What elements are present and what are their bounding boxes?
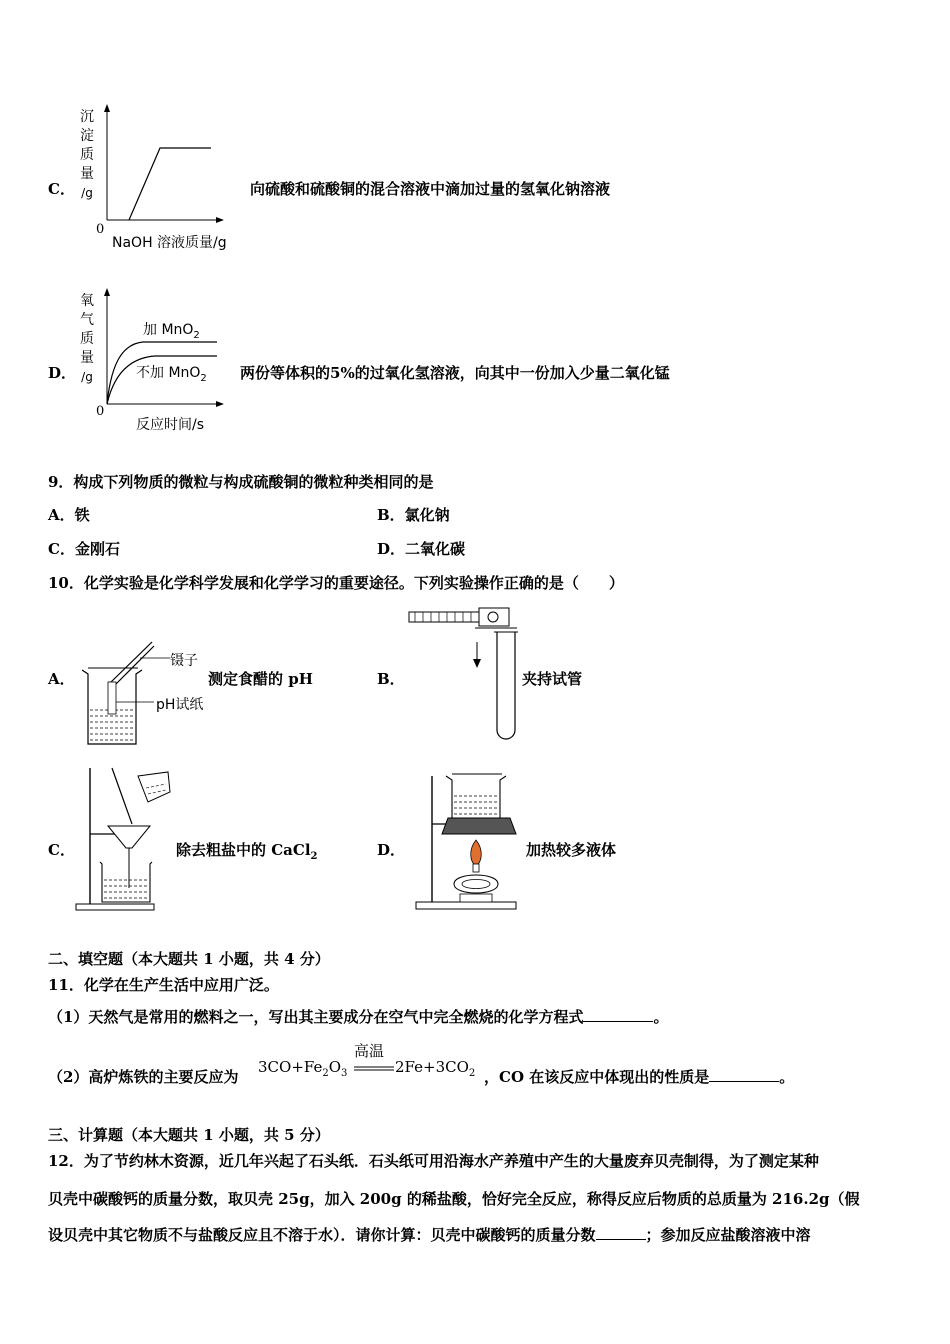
q9-option-d: D．二氧化碳 — [377, 540, 466, 558]
q9-option-b: B．氯化钠 — [377, 506, 450, 524]
q11-part2-suffix: ，CO 在该反应中体现出的性质是 。 — [484, 1068, 795, 1086]
chart-c-xaxis: NaOH 溶液质量/g — [112, 235, 227, 251]
label-tweezers: 镊子 — [170, 653, 198, 669]
q10-a-label: A． — [48, 670, 75, 688]
chart-c-graph — [95, 100, 235, 230]
q12-line3: 设贝壳中其它物质不与盐酸反应且不溶于水）．请你计算：贝壳中碳酸钙的质量分数 ；参加反应盐酸溶液中溶 — [48, 1226, 811, 1244]
q9-stem: 9．构成下列物质的微粒与构成硫酸铜的微粒种类相同的是 — [48, 473, 434, 491]
q10-stem: 10．化学实验是化学科学发展和化学学习的重要途径。下列实验操作正确的是（ ） — [48, 574, 624, 592]
option-c-text: 向硫酸和硫酸铜的混合溶液中滴加过量的氢氧化钠溶液 — [250, 180, 611, 198]
section2-title: 二、填空题（本大题共 1 小题，共 4 分） — [48, 950, 330, 968]
label-ph-paper: pH试纸 — [156, 697, 204, 713]
option-d-label: D． — [48, 364, 77, 382]
filtration-illustration — [72, 764, 182, 914]
chart-d-curve1: 加 MnO$_2$ — [143, 322, 200, 341]
q12-line1: 12．为了节约林木资源，近几年兴起了石头纸．石头纸可用沿海水产养殖中产生的大量废弃贝壳制得，为了测定某种 — [48, 1152, 819, 1170]
option-d-text: 两份等体积的5%的过氧化氢溶液，向其中一份加入少量二氧化锰 — [240, 364, 670, 382]
heating-illustration — [412, 772, 522, 912]
chart-d-curve2: 不加 MnO$_2$ — [136, 365, 207, 384]
q10-a-text: 测定食醋的 pH — [208, 670, 313, 688]
q10-c-label: C． — [48, 841, 75, 859]
chart-c-origin: 0 — [96, 222, 105, 237]
q11-part1: （1）天然气是常用的燃料之一，写出其主要成分在空气中完全燃烧的化学方程式 。 — [48, 1008, 669, 1026]
q10-d-text: 加热较多液体 — [526, 841, 617, 859]
q9-option-c: C．金刚石 — [48, 540, 120, 558]
q10-c-text: 除去粗盐中的 CaCl$_2$ — [176, 841, 318, 862]
q11-stem: 11．化学在生产生活中应用广泛。 — [48, 976, 279, 994]
section3-title: 三、计算题（本大题共 1 小题，共 5 分） — [48, 1126, 330, 1144]
q11-equation-left: $3CO+Fe_2O_3$ — [258, 1058, 348, 1079]
chart-d-graph — [95, 286, 235, 416]
q10-b-text: 夹持试管 — [522, 670, 583, 688]
q12-line2: 贝壳中碳酸钙的质量分数，取贝壳 25g，加入 200g 的稀盐酸，恰好完全反应，称得反应后物质的总质量为 216.2g（假 — [48, 1190, 860, 1208]
q11-equation-right: $2Fe+3CO_2$ — [395, 1058, 476, 1079]
q11-part2-prefix: （2）高炉炼铁的主要反应为 — [48, 1068, 239, 1086]
equation-arrow — [354, 1066, 396, 1072]
option-c-label: C． — [48, 180, 75, 198]
chart-d-xaxis: 反应时间/s — [136, 417, 205, 433]
q10-b-label: B． — [377, 670, 405, 688]
q10-d-label: D． — [377, 841, 406, 859]
tube-holder-illustration — [405, 604, 525, 744]
q9-option-a: A．铁 — [48, 506, 90, 524]
chart-c-yaxis: 沉 淀 质 量 /g — [80, 109, 94, 200]
chart-d-yaxis: 氧 气 质 量 /g — [80, 293, 94, 384]
chart-d-origin: 0 — [96, 404, 105, 419]
q11-equation-condition: 高温 — [354, 1042, 385, 1060]
